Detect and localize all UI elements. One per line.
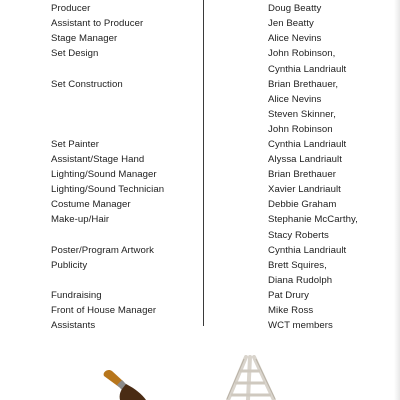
role-label: Lighting/Sound Technician — [51, 184, 165, 195]
role-label: Stage Manager — [51, 33, 118, 44]
credit-name: Debbie Graham — [268, 199, 337, 210]
credit-name: Alice Nevins — [268, 94, 322, 105]
credit-name: Doug Beatty — [268, 3, 322, 14]
credit-name: Cynthia Landriault — [268, 245, 347, 256]
credit-name: Alice Nevins — [268, 33, 322, 44]
credit-name: John Robinson — [268, 124, 333, 135]
paintbrush-icon — [100, 366, 150, 400]
credit-name: Brett Squires, — [268, 260, 327, 271]
role-label: Assistant to Producer — [51, 18, 144, 29]
page-edge-shadow — [394, 0, 400, 400]
credit-name: Xavier Landriault — [268, 184, 341, 195]
credit-name: Brian Brethauer — [268, 169, 336, 180]
role-label: Make-up/Hair — [51, 214, 110, 225]
credit-name: Stephanie McCarthy, — [268, 214, 358, 225]
credit-name: John Robinson, — [268, 48, 336, 59]
role-label: Assistants — [51, 320, 96, 331]
ladder-icon — [216, 355, 286, 400]
credit-name: Stacy Roberts — [268, 230, 329, 241]
credit-name: WCT members — [268, 320, 333, 331]
role-label: Set Design — [51, 48, 99, 59]
role-label: Producer — [51, 3, 91, 14]
credit-name: Steven Skinner, — [268, 109, 336, 120]
column-divider — [203, 0, 204, 326]
role-label: Front of House Manager — [51, 305, 157, 316]
role-label: Set Construction — [51, 79, 123, 90]
credit-name: Jen Beatty — [268, 18, 314, 29]
credit-name: Mike Ross — [268, 305, 314, 316]
credit-name: Brian Brethauer, — [268, 79, 339, 90]
credit-name: Pat Drury — [268, 290, 309, 301]
credit-name: Cynthia Landriault — [268, 139, 347, 150]
credit-name: Alyssa Landriault — [268, 154, 342, 165]
role-label: Publicity — [51, 260, 88, 271]
role-label: Fundraising — [51, 290, 102, 301]
role-label: Lighting/Sound Manager — [51, 169, 157, 180]
role-label: Assistant/Stage Hand — [51, 154, 145, 165]
role-label: Poster/Program Artwork — [51, 245, 154, 256]
role-label: Set Painter — [51, 139, 100, 150]
role-label: Costume Manager — [51, 199, 131, 210]
credit-name: Cynthia Landriault — [268, 64, 347, 75]
credit-name: Diana Rudolph — [268, 275, 333, 286]
